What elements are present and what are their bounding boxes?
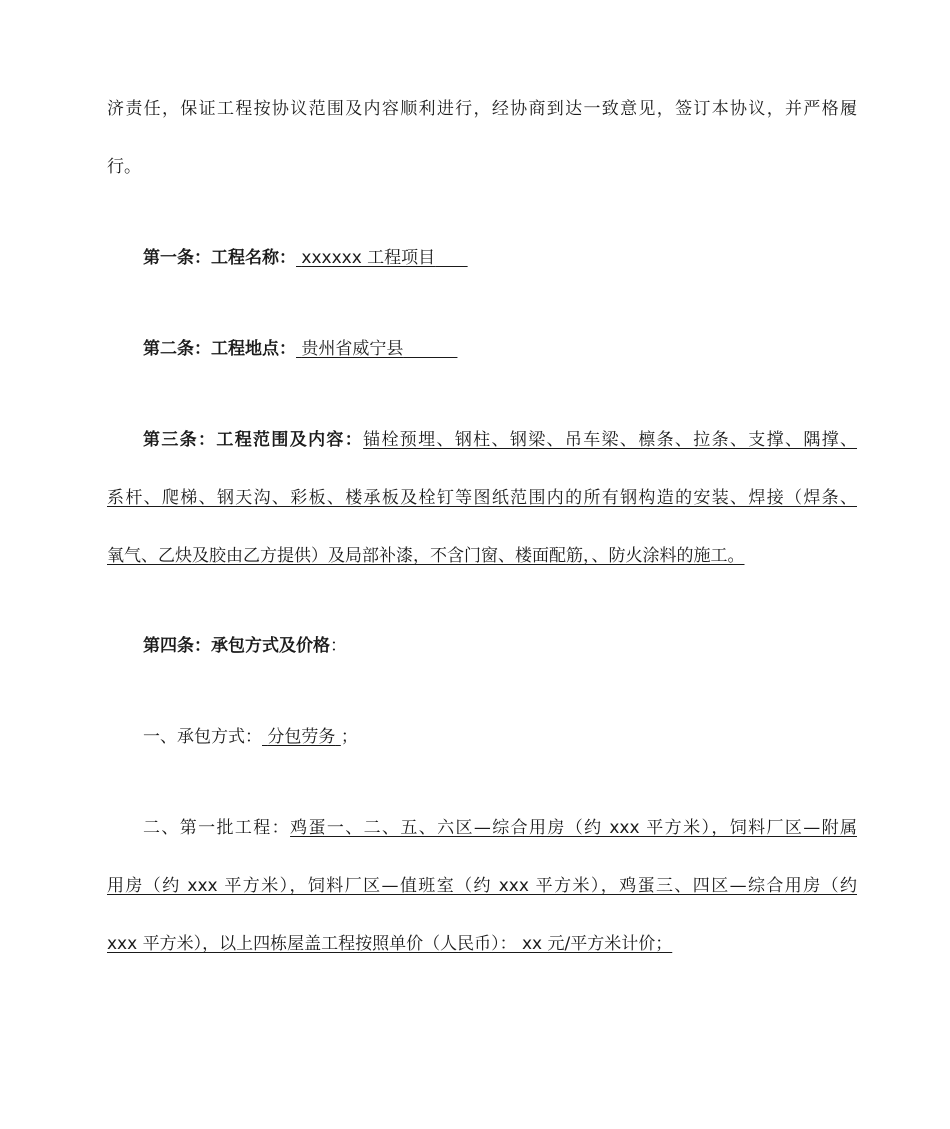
article-2-value: 贵州省威宁县 <box>301 339 404 359</box>
intro-line-2: 行。 <box>107 157 141 177</box>
item-2-value-1: 鸡蛋一、二、五、六区—综合用房（约 xxx 平方米），饲料厂区—附属 <box>290 818 857 838</box>
article-3-value-1: 锚栓预埋、钢柱、钢梁、吊车梁、檩条、拉条、支撑、隅撑、 <box>363 430 858 450</box>
article-3-line-2: 系杆、爬梯、钢天沟、彩板、楼承板及栓钉等图纸范围内的所有钢构造的安装、焊接（焊条、 <box>107 488 857 508</box>
article-4 <box>143 634 857 658</box>
article-4-label: 第四条：承包方式及价格 <box>143 636 330 656</box>
article-1-label: 第一条：工程名称： <box>143 248 296 268</box>
article-3-line-3 <box>107 544 857 568</box>
article-3-value-3: 氧气、乙炔及胶由乙方提供）及局部补漆，不含门窗、楼面配筋，、防火涂料的施工。 <box>107 546 745 566</box>
intro-line-1: 济责任，保证工程按协议范围及内容顺利进行，经协商到达一致意见，签订本协议，并严格履 <box>107 99 857 119</box>
article-1-value: xxxxxx 工程项目 <box>301 248 436 268</box>
item-2-label: 二、第一批工程： <box>143 818 291 838</box>
article-1 <box>143 246 857 270</box>
item-1-value: 分包劳务 <box>267 727 336 747</box>
item-2-line-1 <box>143 816 857 840</box>
item-2-line-2: 用房（约 xxx 平方米），饲料厂区—值班室（约 xxx 平方米），鸡蛋三、四区—综合用房（约 <box>107 876 857 896</box>
item-1-label: 一、承包方式： <box>143 727 262 747</box>
article-2 <box>143 337 857 361</box>
item-1 <box>143 725 857 749</box>
article-2-label: 第二条：工程地点： <box>143 339 296 359</box>
article-4-colon: ： <box>330 636 347 656</box>
item-2-line-3 <box>107 932 857 956</box>
article-3-line-1 <box>143 428 857 452</box>
item-1-end: ； <box>340 727 358 747</box>
article-3-label: 第三条：工程范围及内容： <box>143 430 364 450</box>
item-2-value-3: xxx 平方米），以上四栋屋盖工程按照单价（人民币）： xx 元/平方米计价； <box>107 934 673 954</box>
